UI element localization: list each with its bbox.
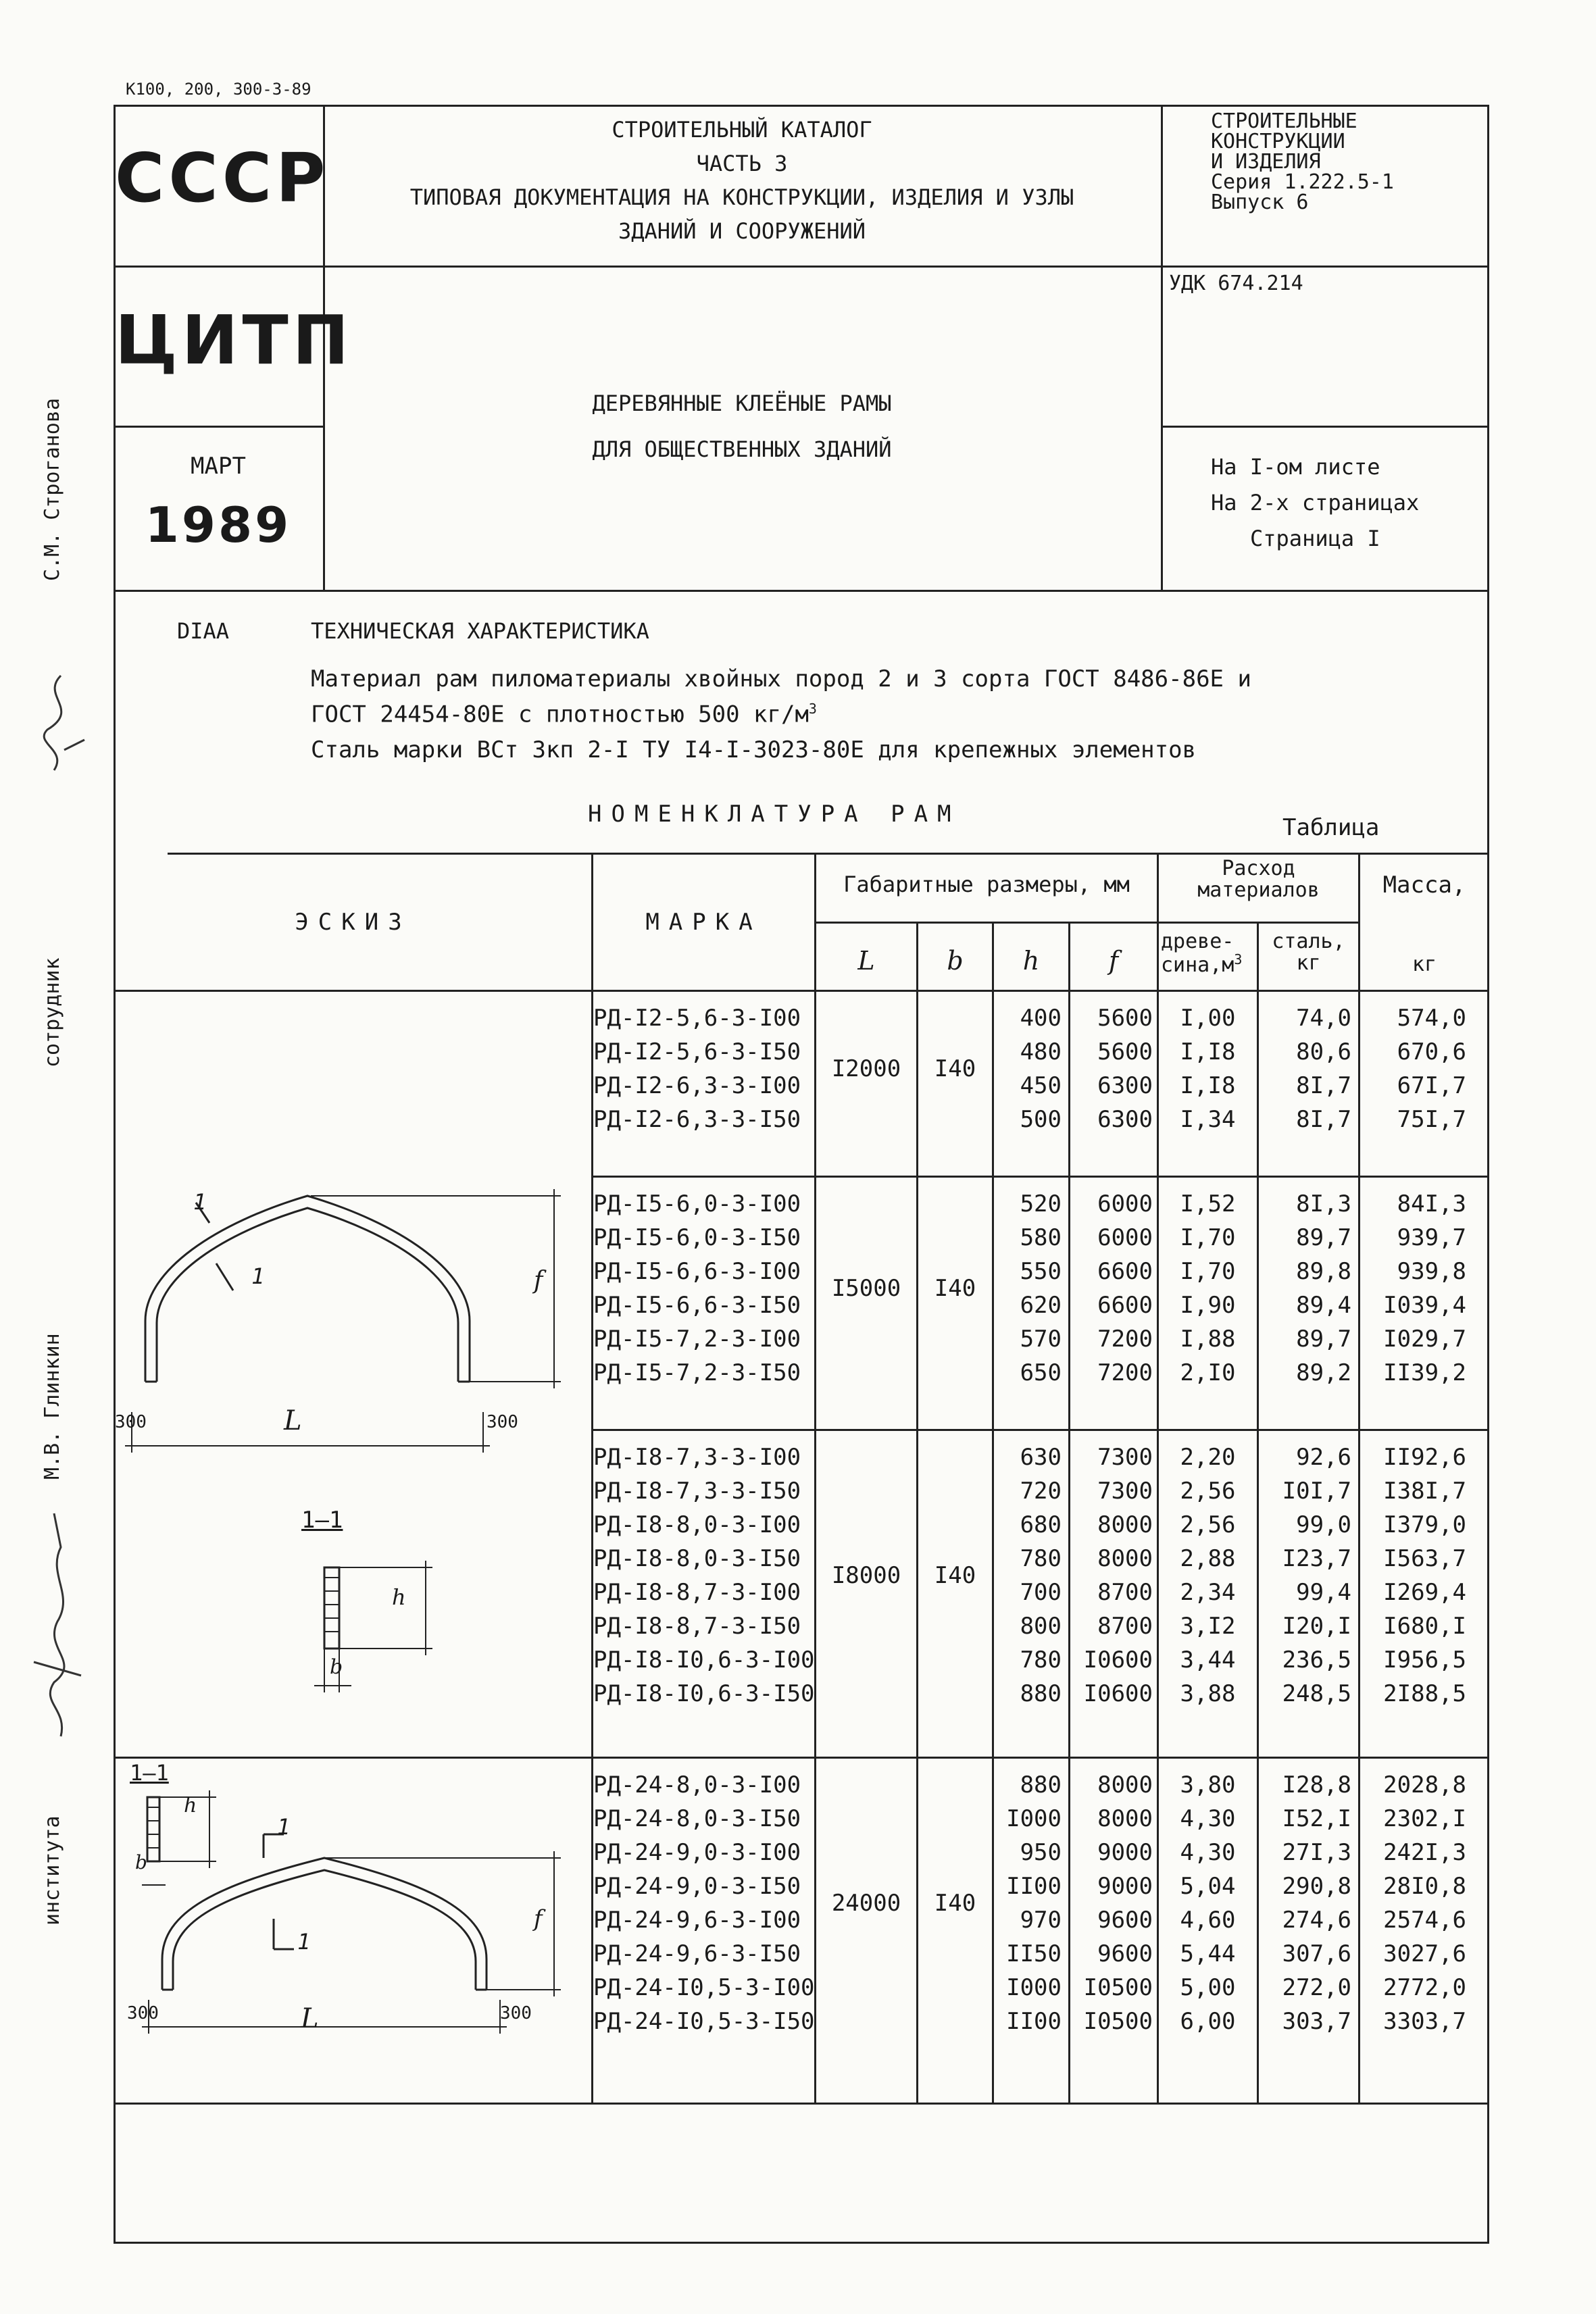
header-row-line-2b (1161, 426, 1489, 428)
sketch-offset-left-2: 300 (127, 2003, 159, 2023)
col-header-mark: МАРКА (645, 909, 762, 936)
cell-mark: РД-I2-6,3-3-I00 (593, 1072, 801, 1099)
dims-sub-line (814, 922, 1168, 924)
cell-steel: 99,4 (1296, 1579, 1351, 1606)
cell-steel: 89,2 (1296, 1359, 1351, 1386)
cell-h: 580 (1020, 1224, 1062, 1251)
cell-mass: I269,4 (1383, 1579, 1466, 1606)
cell-h: 450 (1020, 1072, 1062, 1099)
cell-steel: 274,6 (1282, 1907, 1351, 1934)
cell-mark: РД-I8-I0,6-3-I50 (593, 1680, 815, 1707)
cell-wood: 5,00 (1180, 1974, 1236, 2001)
col-header-L: L (857, 946, 875, 976)
spec-line-1: Материал рам пиломатериалы хвойных пород 2 и 3 сорта ГОСТ 8486-86Е и (311, 665, 1251, 693)
cell-h: 650 (1020, 1359, 1062, 1386)
cell-f: 7200 (1097, 1326, 1153, 1353)
cell-f: 6300 (1097, 1106, 1153, 1133)
section-sketch-1 (297, 1554, 459, 1703)
sheet-info-line: Страница I (1250, 525, 1380, 551)
cell-steel: 303,7 (1282, 2008, 1351, 2035)
cell-h: 720 (1020, 1478, 1062, 1505)
table-bottom-line (114, 2103, 1489, 2105)
group-line-2 (591, 1429, 1489, 1431)
section-dim-b-2: b (135, 1851, 147, 1873)
cell-mark: РД-24-9,6-3-I00 (593, 1907, 801, 1934)
section-label-1: 1—1 (301, 1507, 343, 1534)
spec-title: ТЕХНИЧЕСКАЯ ХАРАКТЕРИСТИКА (311, 618, 649, 644)
cell-mark: РД-I2-5,6-3-I00 (593, 1005, 801, 1032)
udk-code: УДК 674.214 (1169, 272, 1303, 295)
col-header-b: b (947, 946, 964, 976)
cell-mark: РД-I5-7,2-3-I00 (593, 1326, 801, 1353)
cell-mass: 3027,6 (1383, 1940, 1466, 1967)
group-line-1 (591, 1176, 1489, 1178)
cell-h: 800 (1020, 1613, 1062, 1640)
cell-h: 480 (1020, 1038, 1062, 1065)
cell-f: 9000 (1097, 1839, 1153, 1866)
cell-steel: 89,7 (1296, 1224, 1351, 1251)
product-title (326, 391, 1158, 462)
spec-code: DIAA (177, 618, 230, 644)
cell-mass: 670,6 (1397, 1038, 1466, 1065)
catalog-title (326, 116, 1158, 245)
col-header-mass: Масса, (1382, 872, 1466, 899)
col-header-steel-line: сталь, (1272, 930, 1345, 953)
product-title-line: ДЕРЕВЯННЫЕ КЛЕЁНЫЕ РАМЫ (592, 391, 892, 416)
cell-steel: 74,0 (1296, 1005, 1351, 1032)
cell-f: 6300 (1097, 1072, 1153, 1099)
cell-mass: 2574,6 (1383, 1907, 1466, 1934)
cell-mark: РД-24-I0,5-3-I00 (593, 1974, 815, 2001)
cell-h: 500 (1020, 1106, 1062, 1133)
cell-wood: 2,20 (1180, 1444, 1236, 1471)
cell-f: 8700 (1097, 1613, 1153, 1640)
cell-h: 400 (1020, 1005, 1062, 1032)
header-divider-right (1161, 105, 1163, 591)
spec-line-2 (311, 701, 817, 728)
cell-mark: РД-I8-7,3-3-I00 (593, 1444, 801, 1471)
cell-h: II50 (1006, 1940, 1062, 1967)
header-bottom-line (114, 590, 1489, 592)
sheet-info-line: На I-ом листе (1211, 454, 1380, 480)
cell-h: 950 (1020, 1839, 1062, 1866)
cell-h: 550 (1020, 1258, 1062, 1285)
cell-L: I2000 (831, 1055, 901, 1082)
cell-mass: I029,7 (1383, 1326, 1466, 1353)
section-label-2: 1—1 (130, 1760, 169, 1786)
col-header-sketch: ЭСКИЗ (295, 909, 412, 936)
cell-h: I000 (1006, 1805, 1062, 1832)
cell-steel: I20,I (1282, 1613, 1351, 1640)
cell-mark: РД-I5-6,0-3-I00 (593, 1190, 801, 1217)
section-info (1211, 111, 1394, 213)
table-header-bottom (114, 990, 1489, 992)
sketch-dim-L: L (284, 1405, 302, 1436)
cell-f: 9000 (1097, 1873, 1153, 1900)
sketch-mark-1a: 1 (193, 1189, 207, 1215)
cell-steel: 307,6 (1282, 1940, 1351, 1967)
cell-f: I0500 (1083, 1974, 1153, 2001)
cell-steel: 89,4 (1296, 1292, 1351, 1319)
side-author-2: М.В. Глинкин (41, 1333, 64, 1480)
cell-wood: 2,34 (1180, 1579, 1236, 1606)
cell-wood: 2,56 (1180, 1478, 1236, 1505)
cell-h: II00 (1006, 2008, 1062, 2035)
cell-mark: РД-I8-8,7-3-I50 (593, 1613, 801, 1640)
cell-h: 880 (1020, 1771, 1062, 1799)
cell-f: 8700 (1097, 1579, 1153, 1606)
section-line: КОНСТРУКЦИИ (1211, 130, 1345, 153)
cell-steel: 236,5 (1282, 1646, 1351, 1674)
cell-b: I40 (934, 1055, 976, 1082)
cell-f: 7300 (1097, 1478, 1153, 1505)
cell-f: 6600 (1097, 1258, 1153, 1285)
catalog-title-line: СТРОИТЕЛЬНЫЙ КАТАЛОГ (612, 117, 872, 143)
cell-wood: 2,I0 (1180, 1359, 1236, 1386)
cell-mass: 939,8 (1397, 1258, 1466, 1285)
col-header-steel (1259, 931, 1358, 974)
cell-wood: 4,30 (1180, 1805, 1236, 1832)
sketch-offset-right: 300 (487, 1412, 518, 1432)
cell-wood: I,I8 (1180, 1072, 1236, 1099)
col-header-wood-line: древе- (1161, 930, 1235, 953)
cell-wood: 6,00 (1180, 2008, 1236, 2035)
cell-mass: 75I,7 (1397, 1106, 1466, 1133)
cell-mark: РД-I8-8,7-3-I00 (593, 1579, 801, 1606)
col-header-consumption-line: материалов (1197, 878, 1320, 902)
org-citp: ЦИТП (115, 301, 353, 380)
cell-mass: I38I,7 (1383, 1478, 1466, 1505)
cell-steel: 99,0 (1296, 1511, 1351, 1538)
col-header-consumption (1159, 858, 1358, 901)
col-header-consumption-line: Расход (1222, 857, 1295, 880)
sheet-info-line: На 2-х страницах (1211, 489, 1420, 515)
cell-mark: РД-I8-8,0-3-I50 (593, 1545, 801, 1572)
cell-wood: 4,60 (1180, 1907, 1236, 1934)
cell-steel: 272,0 (1282, 1974, 1351, 2001)
cell-f: 8000 (1097, 1771, 1153, 1799)
cell-f: 7200 (1097, 1359, 1153, 1386)
cell-wood: I,00 (1180, 1005, 1236, 1032)
cell-steel: I52,I (1282, 1805, 1351, 1832)
cell-h: 880 (1020, 1680, 1062, 1707)
frame-sketch-large (115, 1176, 591, 1500)
cell-steel: 248,5 (1282, 1680, 1351, 1707)
cell-b: I40 (934, 1275, 976, 1302)
cell-wood: I,52 (1180, 1190, 1236, 1217)
cell-h: 970 (1020, 1907, 1062, 1934)
col-header-wood (1161, 931, 1242, 976)
cell-h: II00 (1006, 1873, 1062, 1900)
cell-mark: РД-I5-6,6-3-I50 (593, 1292, 801, 1319)
signature-2 (27, 1507, 88, 1750)
cell-f: I0600 (1083, 1680, 1153, 1707)
cell-mass: I680,I (1383, 1613, 1466, 1640)
cell-f: 7300 (1097, 1444, 1153, 1471)
cell-wood: I,70 (1180, 1258, 1236, 1285)
cell-wood: 3,I2 (1180, 1613, 1236, 1640)
col-header-h: h (1022, 946, 1040, 976)
sketch-mark-2b: 1 (297, 1929, 311, 1955)
cell-f: 5600 (1097, 1005, 1153, 1032)
cell-f: 6000 (1097, 1190, 1153, 1217)
catalog-title-line: ЧАСТЬ 3 (696, 151, 788, 176)
cell-f: 8000 (1097, 1545, 1153, 1572)
catalog-title-line: ТИПОВАЯ ДОКУМЕНТАЦИЯ НА КОНСТРУКЦИИ, ИЗДЕЛИЯ И УЗЛЫ (409, 184, 1074, 210)
issue-month: МАРТ (191, 453, 246, 480)
org-ussr: СССР (115, 139, 330, 218)
section-line: Выпуск 6 (1211, 191, 1309, 214)
col-header-dims: Габаритные размеры, мм (843, 872, 1130, 897)
section-line: И ИЗДЕЛИЯ (1211, 150, 1321, 174)
spec-line-3: Сталь марки ВСт 3кп 2-I ТУ I4-I-3023-80Е для крепежных элементов (311, 736, 1197, 763)
cell-h: 780 (1020, 1646, 1062, 1674)
product-title-line: ДЛЯ ОБЩЕСТВЕННЫХ ЗДАНИЙ (592, 436, 892, 462)
cell-h: 680 (1020, 1511, 1062, 1538)
table-top-line (168, 853, 1489, 855)
section-dim-b-1: b (330, 1655, 343, 1679)
side-author-1: С.М. Строганова (41, 398, 64, 581)
cell-f: I0600 (1083, 1646, 1153, 1674)
cell-mark: РД-I8-8,0-3-I00 (593, 1511, 801, 1538)
cell-f: 5600 (1097, 1038, 1153, 1065)
cell-steel: I28,8 (1282, 1771, 1351, 1799)
cell-wood: I,34 (1180, 1106, 1236, 1133)
cell-mass: 67I,7 (1397, 1072, 1466, 1099)
cell-wood: I,88 (1180, 1326, 1236, 1353)
section-dim-h-1: h (392, 1584, 406, 1610)
cell-mass: 84I,3 (1397, 1190, 1466, 1217)
cell-steel: 80,6 (1296, 1038, 1351, 1065)
spec-line-2-text: ГОСТ 24454-80Е с плотностью 500 кг/м (311, 701, 809, 728)
cell-mass: 3303,7 (1383, 2008, 1466, 2035)
cell-mass: I956,5 (1383, 1646, 1466, 1674)
cell-mass: I379,0 (1383, 1511, 1466, 1538)
cell-mass: 2028,8 (1383, 1771, 1466, 1799)
cell-wood: 2,88 (1180, 1545, 1236, 1572)
cell-mark: РД-24-8,0-3-I50 (593, 1805, 801, 1832)
section-line: СТРОИТЕЛЬНЫЕ (1211, 109, 1357, 133)
cell-mark: РД-I8-7,3-3-I50 (593, 1478, 801, 1505)
section-dim-h-2: h (184, 1794, 197, 1817)
cell-mass: 28I0,8 (1383, 1873, 1466, 1900)
cell-h: 620 (1020, 1292, 1062, 1319)
cell-L: I8000 (831, 1562, 901, 1589)
cell-wood: 5,04 (1180, 1873, 1236, 1900)
cell-h: 780 (1020, 1545, 1062, 1572)
header-row-line-1 (114, 266, 1489, 268)
cell-mark: РД-24-9,0-3-I50 (593, 1873, 801, 1900)
cell-wood: 3,80 (1180, 1771, 1236, 1799)
cell-wood: 5,44 (1180, 1940, 1236, 1967)
cell-h: I000 (1006, 1974, 1062, 2001)
cell-mark: РД-24-9,0-3-I00 (593, 1839, 801, 1866)
side-role: сотрудник (41, 957, 64, 1067)
cell-mass: I563,7 (1383, 1545, 1466, 1572)
cell-mass: II92,6 (1383, 1444, 1466, 1471)
catalog-title-line: ЗДАНИЙ И СООРУЖЕНИЙ (618, 218, 866, 244)
cell-wood: I,90 (1180, 1292, 1236, 1319)
cell-L: 24000 (831, 1890, 901, 1917)
header-row-line-2 (114, 426, 323, 428)
cell-b: I40 (934, 1890, 976, 1917)
side-institute: института (41, 1815, 64, 1926)
cell-mark: РД-24-I0,5-3-I50 (593, 2008, 815, 2035)
cell-mark: РД-24-9,6-3-I50 (593, 1940, 801, 1967)
cell-mark: РД-I8-I0,6-3-I00 (593, 1646, 815, 1674)
sketch-mark-2a: 1 (277, 1814, 291, 1840)
cell-steel: 89,7 (1296, 1326, 1351, 1353)
sketch-dim-f: f (534, 1267, 543, 1294)
cell-wood: 2,56 (1180, 1511, 1236, 1538)
cell-steel: 8I,3 (1296, 1190, 1351, 1217)
cell-mass: 574,0 (1397, 1005, 1466, 1032)
cell-wood: 3,88 (1180, 1680, 1236, 1707)
cell-f: I0500 (1083, 2008, 1153, 2035)
cell-steel: 290,8 (1282, 1873, 1351, 1900)
cell-mark: РД-I5-7,2-3-I50 (593, 1359, 801, 1386)
col-header-f: f (1108, 946, 1119, 976)
cell-steel: 27I,3 (1282, 1839, 1351, 1866)
cell-mark: РД-I5-6,6-3-I00 (593, 1258, 801, 1285)
cell-wood: 3,44 (1180, 1646, 1236, 1674)
col-header-mass-unit: кг (1412, 953, 1437, 976)
cell-wood: I,70 (1180, 1224, 1236, 1251)
cell-steel: 92,6 (1296, 1444, 1351, 1471)
cell-mass: I039,4 (1383, 1292, 1466, 1319)
cell-h: 700 (1020, 1579, 1062, 1606)
col-header-steel-line: кг (1296, 951, 1321, 975)
cell-mark: РД-I5-6,0-3-I50 (593, 1224, 801, 1251)
table-label: Таблица (1282, 814, 1380, 841)
sketch-dim-f-2: f (534, 1905, 543, 1932)
cell-steel: 8I,7 (1296, 1072, 1351, 1099)
sketch-mark-1b: 1 (251, 1263, 265, 1289)
cell-wood: 4,30 (1180, 1839, 1236, 1866)
cell-mass: II39,2 (1383, 1359, 1466, 1386)
cell-h: 520 (1020, 1190, 1062, 1217)
sketch-offset-left: 300 (115, 1412, 147, 1432)
cell-mass: 2772,0 (1383, 1974, 1466, 2001)
cell-mass: 939,7 (1397, 1224, 1466, 1251)
cell-steel: I23,7 (1282, 1545, 1351, 1572)
cell-steel: I0I,7 (1282, 1478, 1351, 1505)
sheet-info (1211, 449, 1419, 556)
sketch-dim-L-2: L (301, 2003, 319, 2034)
section-line: Серия 1.222.5-1 (1211, 170, 1394, 194)
table-heading: НОМЕНКЛАТУРА РАМ (588, 801, 961, 828)
spec-line-2-sup: 3 (808, 701, 817, 717)
cell-mass: 2I88,5 (1383, 1680, 1466, 1707)
cell-f: 6600 (1097, 1292, 1153, 1319)
issue-year: 1989 (145, 497, 292, 553)
cell-h: 570 (1020, 1326, 1062, 1353)
cell-mark: РД-24-8,0-3-I00 (593, 1771, 801, 1799)
signature-1 (27, 669, 88, 790)
cell-steel: 89,8 (1296, 1258, 1351, 1285)
cell-b: I40 (934, 1562, 976, 1589)
col-line-L (916, 922, 918, 2103)
cell-f: 8000 (1097, 1805, 1153, 1832)
sketch-offset-right-2: 300 (500, 2003, 532, 2023)
cell-mass: 2302,I (1383, 1805, 1466, 1832)
cell-steel: 8I,7 (1296, 1106, 1351, 1133)
cell-f: 8000 (1097, 1511, 1153, 1538)
cell-L: I5000 (831, 1275, 901, 1302)
cell-h: 630 (1020, 1444, 1062, 1471)
col-header-wood-line: сина,м (1161, 953, 1235, 977)
cell-f: 9600 (1097, 1907, 1153, 1934)
cell-mass: 242I,3 (1383, 1839, 1466, 1866)
cell-wood: I,I8 (1180, 1038, 1236, 1065)
document-code: K100, 200, 300-3-89 (126, 80, 311, 99)
cell-mark: РД-I2-6,3-3-I50 (593, 1106, 801, 1133)
cell-f: 6000 (1097, 1224, 1153, 1251)
cell-mark: РД-I2-5,6-3-I50 (593, 1038, 801, 1065)
cell-f: 9600 (1097, 1940, 1153, 1967)
col-header-wood-sup: 3 (1234, 951, 1243, 967)
